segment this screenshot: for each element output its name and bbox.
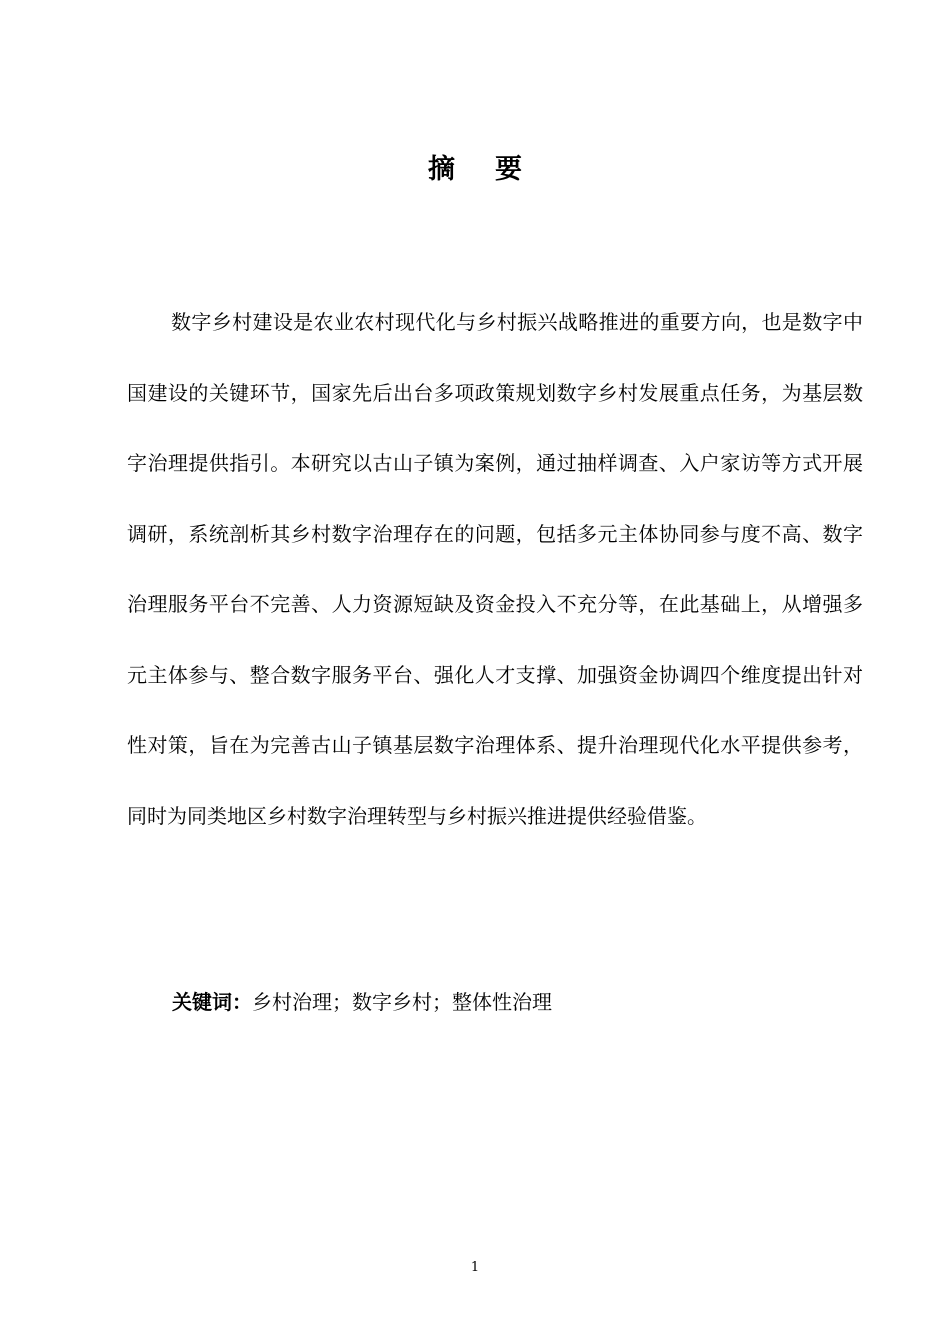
abstract-body: 数字乡村建设是农业农村现代化与乡村振兴战略推进的重要方向，也是数字中国建设的关键环节，国家先后出台多项政策规划数字乡村发展重点任务，为基层数字治理提供指引。本研究以古山子镇为案例，通过抽样调查、入户家访等方式开展调研，系统剖析其乡村数字治理存在的问题，包括多元主体协同参与度不高、数字治理服务平台不完善、人力资源短缺及资金投入不充分等，在此基础上，从增强多元主体参与、整合数字服务平台、强化人才支撑、加强资金协调四个维度提出针对性对策，旨在为完善古山子镇基层数字治理体系、提升治理现代化水平提供参考，同时为同类地区乡村数字治理转型与乡村振兴推进提供经验借鉴。 <box>127 310 863 828</box>
keywords-line <box>172 982 852 1022</box>
keywords-value: 乡村治理；数字乡村；整体性治理 <box>252 990 552 1014</box>
page-number: 1 <box>470 1260 480 1275</box>
abstract-title: 摘要 <box>428 154 562 185</box>
keywords-label: 关键词： <box>172 990 252 1014</box>
